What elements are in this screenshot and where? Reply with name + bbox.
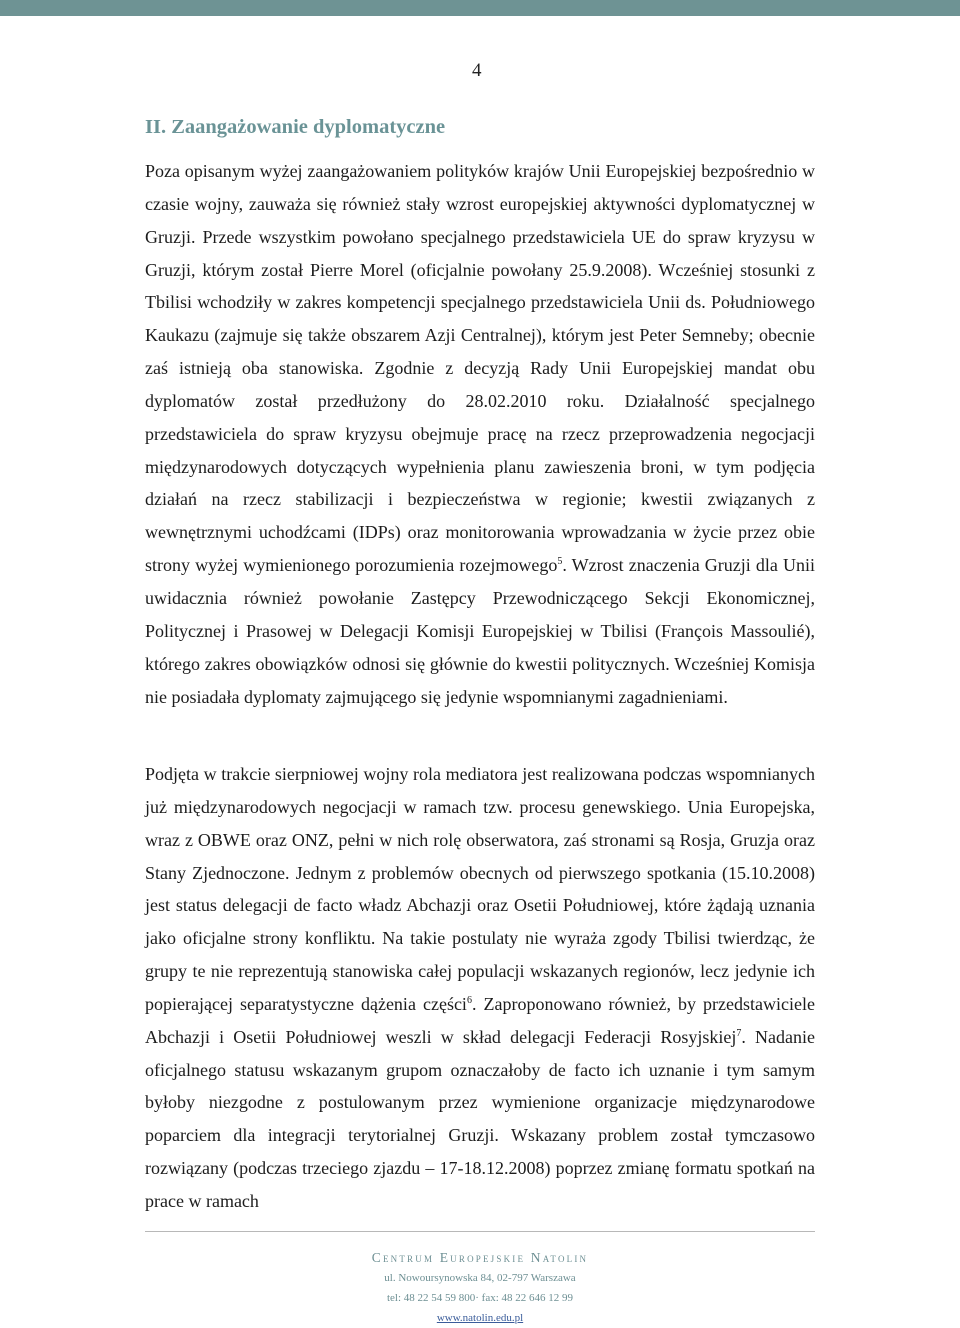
page-number: 4 (472, 60, 482, 81)
paragraph-text: . Zaproponowano również, by przedstawiciele Abchazji i Osetii Południowej weszli w skład delegacji Federacji Rosyjskiej (145, 993, 815, 1047)
paragraph-text: . Nadanie oficjalnego statusu wskazanym grupom oznaczałoby de facto ich uznanie i tym samym byłoby niezgodne z postulowanym przez wymienione organizacje międzynarodowe poparciem dla integracji terytorialnej Gruzji. Wskazany problem został tymczasowo rozwiązany (podczas trzeciego zjazdu – 17-18.12.2008) poprzez zmianę formatu spotkań na prace w ramach (145, 1026, 815, 1211)
paragraph-text: . Wzrost znaczenia Gruzji dla Unii uwidacznia również powołanie Zastępcy Przewodniczącego Sekcji Ekonomicznej, Politycznej i Prasowej w Delegacji Komisji Europejskiej w Tbilisi (François Massoulié), którego zakres obowiązków odnosi się głównie do kwestii politycznych. Wcześniej Komisja nie posiadała dyplomaty zajmującego się jedynie wspomnianymi zagadnieniami. (145, 555, 815, 707)
footer-website-link[interactable]: www.natolin.edu.pl (436, 1312, 524, 1324)
footer-divider (145, 1231, 815, 1232)
paragraph-text: Poza opisanym wyżej zaangażowaniem polityków krajów Unii Europejskiej bezpośrednio w czasie wojny, zauważa się również stały wzrost europejskiej aktywności dyplomatycznej w Gruzji. Przede wszystkim powołano specjalnego przedstawiciela UE do spraw kryzysu w Gruzji, którym został Pierre Morel (oficjalnie powołany 25.9.2008). Wcześniej stosunki z Tbilisi wchodziły w zakres kompetencji specjalnego przedstawiciela Unii ds. Południowego Kaukazu (zajmuje się także obszarem Azji Centralnej), którym jest Peter Semneby; obecnie zaś istnieją oba stanowiska. Zgodnie z decyzją Rady Unii Europejskiej mandat obu dyplomatów został przedłużony do 28.02.2010 roku. Działalność specjalnego przedstawiciela do spraw kryzysu obejmuje pracę na rzecz przeprowadzenia negocjacji międzynarodowych dotyczących wypełnienia planu zawieszenia broni, w tym podjęcia działań na rzecz stabilizacji i bezpieczeństwa w regionie; kwestii związanych z wewnętrznymi uchodźcami (IDPs) oraz monitorowania wprowadzania w życie przez obie strony wyżej wymienionego porozumienia rozejmowego (145, 161, 815, 576)
footnote-ref[interactable]: 6 (466, 994, 472, 1006)
footer-org-name: Centrum Europejskie Natolin (371, 1250, 589, 1265)
footnote-ref[interactable]: 7 (736, 1027, 742, 1039)
body-paragraph (145, 155, 815, 713)
body-paragraph (145, 758, 815, 1218)
footer-contact: tel: 48 22 54 59 800· fax: 48 22 646 12 99 (386, 1292, 574, 1304)
footer (371, 1248, 589, 1328)
footer-address: ul. Nowoursynowska 84, 02-797 Warszawa (384, 1272, 576, 1284)
top-color-bar (0, 0, 960, 16)
footnote-ref[interactable]: 5 (557, 556, 563, 568)
paragraph-text: Podjęta w trakcie sierpniowej wojny rola mediatora jest realizowana podczas wspomnianych już międzynarodowych negocjacji w ramach tzw. procesu genewskiego. Unia Europejska, wraz z OBWE oraz ONZ, pełni w nich rolę obserwatora, zaś stronami są Rosja, Gruzja oraz Stany Zjednoczone. Jednym z problemów obecnych od pierwszego spotkania (15.10.2008) jest status delegacji de facto władz Abchazji oraz Osetii Południowej, które żądają uznania jako oficjalne strony konfliktu. Na takie postulaty nie wyraża zgody Tbilisi twierdząc, że grupy te nie reprezentują stanowiska całej populacji wskazanych regionów, lecz jedynie ich popierającej separatystyczne dążenia części (145, 764, 815, 1014)
section-heading: II. Zaangażowanie dyplomatyczne (145, 116, 446, 138)
